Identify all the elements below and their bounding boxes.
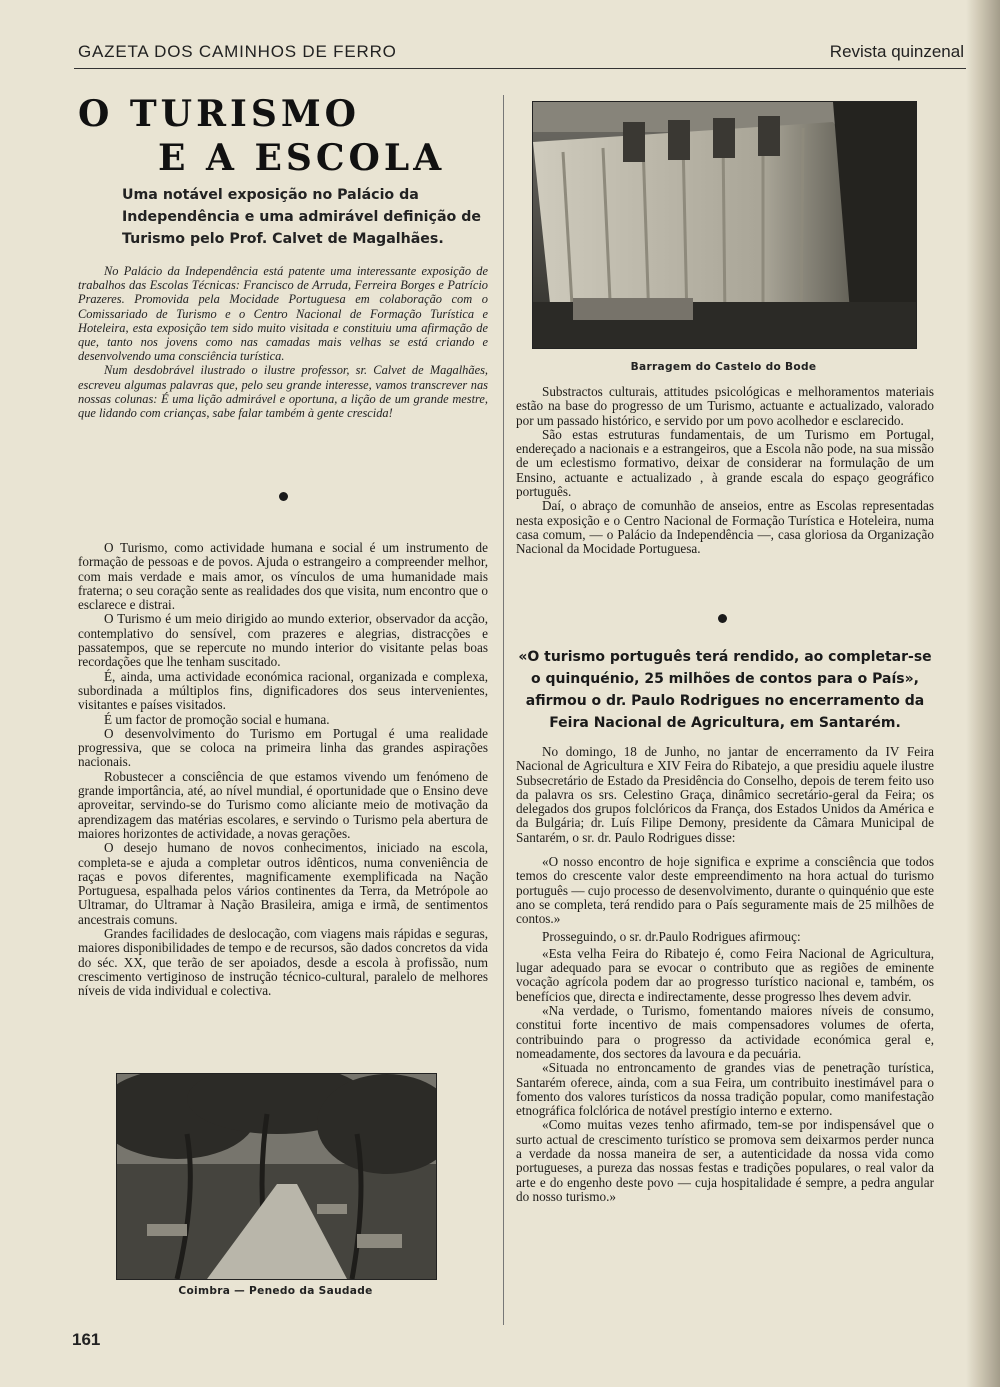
- paragraph: «Como muitas vezes tenho afirmado, tem-se por indispensável que o surto actual de crescimento turístico se promova sem deixarmos perder nunca a verdade da nossa maneira de ser, a autenticidade da nossa vida como portugueses, a pureza das nossas festas e tradições populares, o real valor da arte e do engenho deste povo — cuja hospitalidade é sempre, a pedra angular do nosso turismo.»: [516, 1117, 934, 1204]
- article2-headline: «O turismo português terá rendido, ao completar-se o quinquénio, 25 milhões de contos para o País», afirmou o dr. Paulo Rodrigues no encerramento da Feira Nacional de Agricultura, em Santarém.: [518, 649, 932, 731]
- intro-paragraph: No Palácio da Independência está patente uma interessante exposição de trabalhos das Escolas Técnicas: Francisco de Arruda, Ferreira Borges e Patrício Prazeres. Promovida pela Mocidade Portuguesa em colaboração com o Comissariado de Turismo e o Centro Nacional de Formação Turística e Hoteleira, esta exposição tem sido muito visitada e constituiu uma afirmação de que, tanto nos jovens como nas camadas mais velhas se está criando e desenvolvendo uma consciência turística.: [78, 264, 488, 364]
- publication-name: GAZETA DOS CAMINHOS DE FERRO: [78, 42, 397, 61]
- coimbra-caption: Coimbra — Penedo da Saudade: [178, 1285, 373, 1297]
- dam-photo: [532, 101, 917, 349]
- paragraph: «O nosso encontro de hoje significa e exprime a consciência que todos temos do crescente valor deste empreendimento na hora actual do turismo português — cujo processo de desenvolvimento, durante o quinquénio que este ano se completa, terá rendido para o País seguramente mais de 25 milhões de contos.»: [516, 854, 934, 927]
- title-line-1: O TURISMO: [78, 93, 361, 135]
- coimbra-photo: [116, 1073, 437, 1280]
- coimbra-illustration: [117, 1074, 436, 1279]
- paragraph: Daí, o abraço de comunhão de anseios, entre as Escolas representadas nesta exposição e o Centro Nacional de Formação Turística e Hoteleira, numa casa comum, — o Palácio da Independência —, casa gloriosa da Organização Nacional da Mocidade Portuguesa.: [516, 498, 934, 557]
- paragraph: O Turismo, como actividade humana e social é um instrumento de formação de pessoas e de povos. Ajuda o estrangeiro a compreender melhor, com mais verdade e mais amor, os vínculos de uma humanidade mais fraterna; o seu coração sente as realidades dos que visita, num encontro que o esclarece e distrai.: [78, 540, 488, 613]
- right-column-text: [516, 385, 934, 557]
- article-intro: [78, 264, 488, 420]
- article-title: [78, 92, 508, 180]
- paragraph: O desenvolvimento do Turismo em Portugal é uma realidade progressiva, que se coloca na primeira linha das grandes aspirações nacionais.: [78, 725, 488, 770]
- section-bullet: [279, 492, 288, 501]
- paragraph: São estas estruturas fundamentais, de um Turismo em Portugal, endereçado a nacionais e a estrangeiros, que a Escola não pode, na sua missão de um eclestismo formativo, deixar de considerar na formulação de um Ensino, actuante e actualizado , à grande escala do espaço geográfico português.: [516, 426, 934, 500]
- paragraph: O desejo humano de novos conhecimentos, iniciado na escola, completa-se e ajuda a completar outros idênticos, numa conveniência de raças e povos diferentes, magnificamente exemplificada na Nação Portuguesa, espalhada pelos vários continentes da Terra, da Metrópole ao Ultramar, do Ultramar à Nação Brasileira, amiga e irmã, de sentimentos ancestrais comuns.: [78, 840, 488, 927]
- section-bullet: [718, 614, 727, 623]
- paragraph: Robustecer a consciência de que estamos vivendo um fenómeno de grande importância, até, ao nível mundial, é oportunidade que o Ensino deve aproveitar, servindo-se do Turismo como aliciante meio de motivação da aprendizagem das matérias escolares, e servindo o Turismo pela abertura de maiores horizontes de actividade, a novas gerações.: [78, 768, 488, 841]
- title-line-2: E A ESCOLA: [158, 137, 446, 179]
- paragraph: «Esta velha Feira do Ribatejo é, como Feira Nacional de Agricultura, lugar adequado para se evocar o contributo que as regiões de eminente vocação agrícola podem dar ao progresso turístico nacional e, também, os benefícios que, directa e indirectamente, desse progresso lhes devem advir.: [516, 945, 934, 1004]
- issue-type: Revista quinzenal: [829, 42, 964, 61]
- page-number: 161: [72, 1330, 101, 1349]
- left-column-text: [78, 541, 488, 999]
- paragraph: «Na verdade, o Turismo, fomentando maiores níveis de consumo, constitui forte incentivo de mais compensadores volumes de oferta, contribuindo para o progresso da actividade económica geral e, nomeadamente, dos sectores da lavoura e da pecuária.: [516, 1003, 934, 1061]
- page-edge-shadow: [966, 0, 1000, 1387]
- paragraph: Substractos culturais, attitudes psicológicas e melhoramentos materiais estão na base do progresso de um Turismo, actuante e actualizado, valorado por um passado histórico, e servido por um povo acolhedor e esclarecido.: [516, 384, 934, 428]
- article-subtitle: Uma notável exposição no Palácio da Independência e uma admirável definição de Turismo pelo Prof. Calvet de Magalhães.: [122, 187, 481, 247]
- paragraph: É, ainda, uma actividade económica racional, organizada e complexa, subordinada a múltiplos fins, dignificadores dos seus intervenientes, visitantes e países visitados.: [78, 668, 488, 713]
- header-rule: [74, 68, 966, 69]
- paragraph: O Turismo é um meio dirigido ao mundo exterior, observador da acção, contemplativo do sensível, com prazeres e alegrias, distracções e passatempos, que se repercute no mundo interior do visitante pelas boas recordações que lhe tenham suscitado.: [78, 611, 488, 670]
- column-divider: [503, 95, 504, 1325]
- paragraph: É um factor de promoção social e humana.: [104, 711, 330, 727]
- dam-caption: Barragem do Castelo do Bode: [630, 361, 817, 373]
- dam-illustration: [533, 102, 916, 348]
- intro-paragraph: Num desdobrável ilustrado o ilustre professor, sr. Calvet de Magalhães, escreveu algumas palavras que, pelo seu grande interesse, vamos transcrever nas nossas colunas: É uma lição admirável e oportuna, a lição de um grande mestre, que lidando com crianças, sabe falar também à gente crescida!: [78, 363, 488, 421]
- paragraph: Prosseguindo, o sr. dr.Paulo Rodrigues afirmouç:: [542, 928, 801, 944]
- running-header: [78, 42, 964, 68]
- article2-text: [516, 745, 934, 1204]
- paragraph: Grandes facilidades de deslocação, com viagens mais rápidas e seguras, maiores disponibilidades de tempo e de recursos, são dados concretos da vida do séc. XX, que terão de ser apoiados, desde a escola à profissão, num crescimento vertiginoso de instrução técnico-cultural, paralelo de melhores níveis de vida individual e colectiva.: [78, 926, 488, 999]
- paragraph: «Situada no entroncamento de grandes vias de penetração turística, Santarém oferece, ainda, com a sua Feira, um contribuito inestimável para o fomento dos valores turísticos da nossa tradição popular, como manifestação etnográfica folclórica de notável prestígio interno e externo.: [516, 1060, 934, 1119]
- paragraph: No domingo, 18 de Junho, no jantar de encerramento da IV Feira Nacional de Agricultura e XIV Feira do Ribatejo, a que presidiu aquele ilustre Subsecretário de Estado da Presidência do Conselho, depois de terem feito uso da palavra os srs. Celestino Graça, dinâmico secretário-geral da Feira; os delegados dos grupos folclóricos da França, dos Estados Unidos da América e da Bulgária; dr. Luís Filipe Demony, presidente da Câmara Municipal de Santarém, o sr. dr. Paulo Rodrigues disse:: [516, 744, 934, 845]
